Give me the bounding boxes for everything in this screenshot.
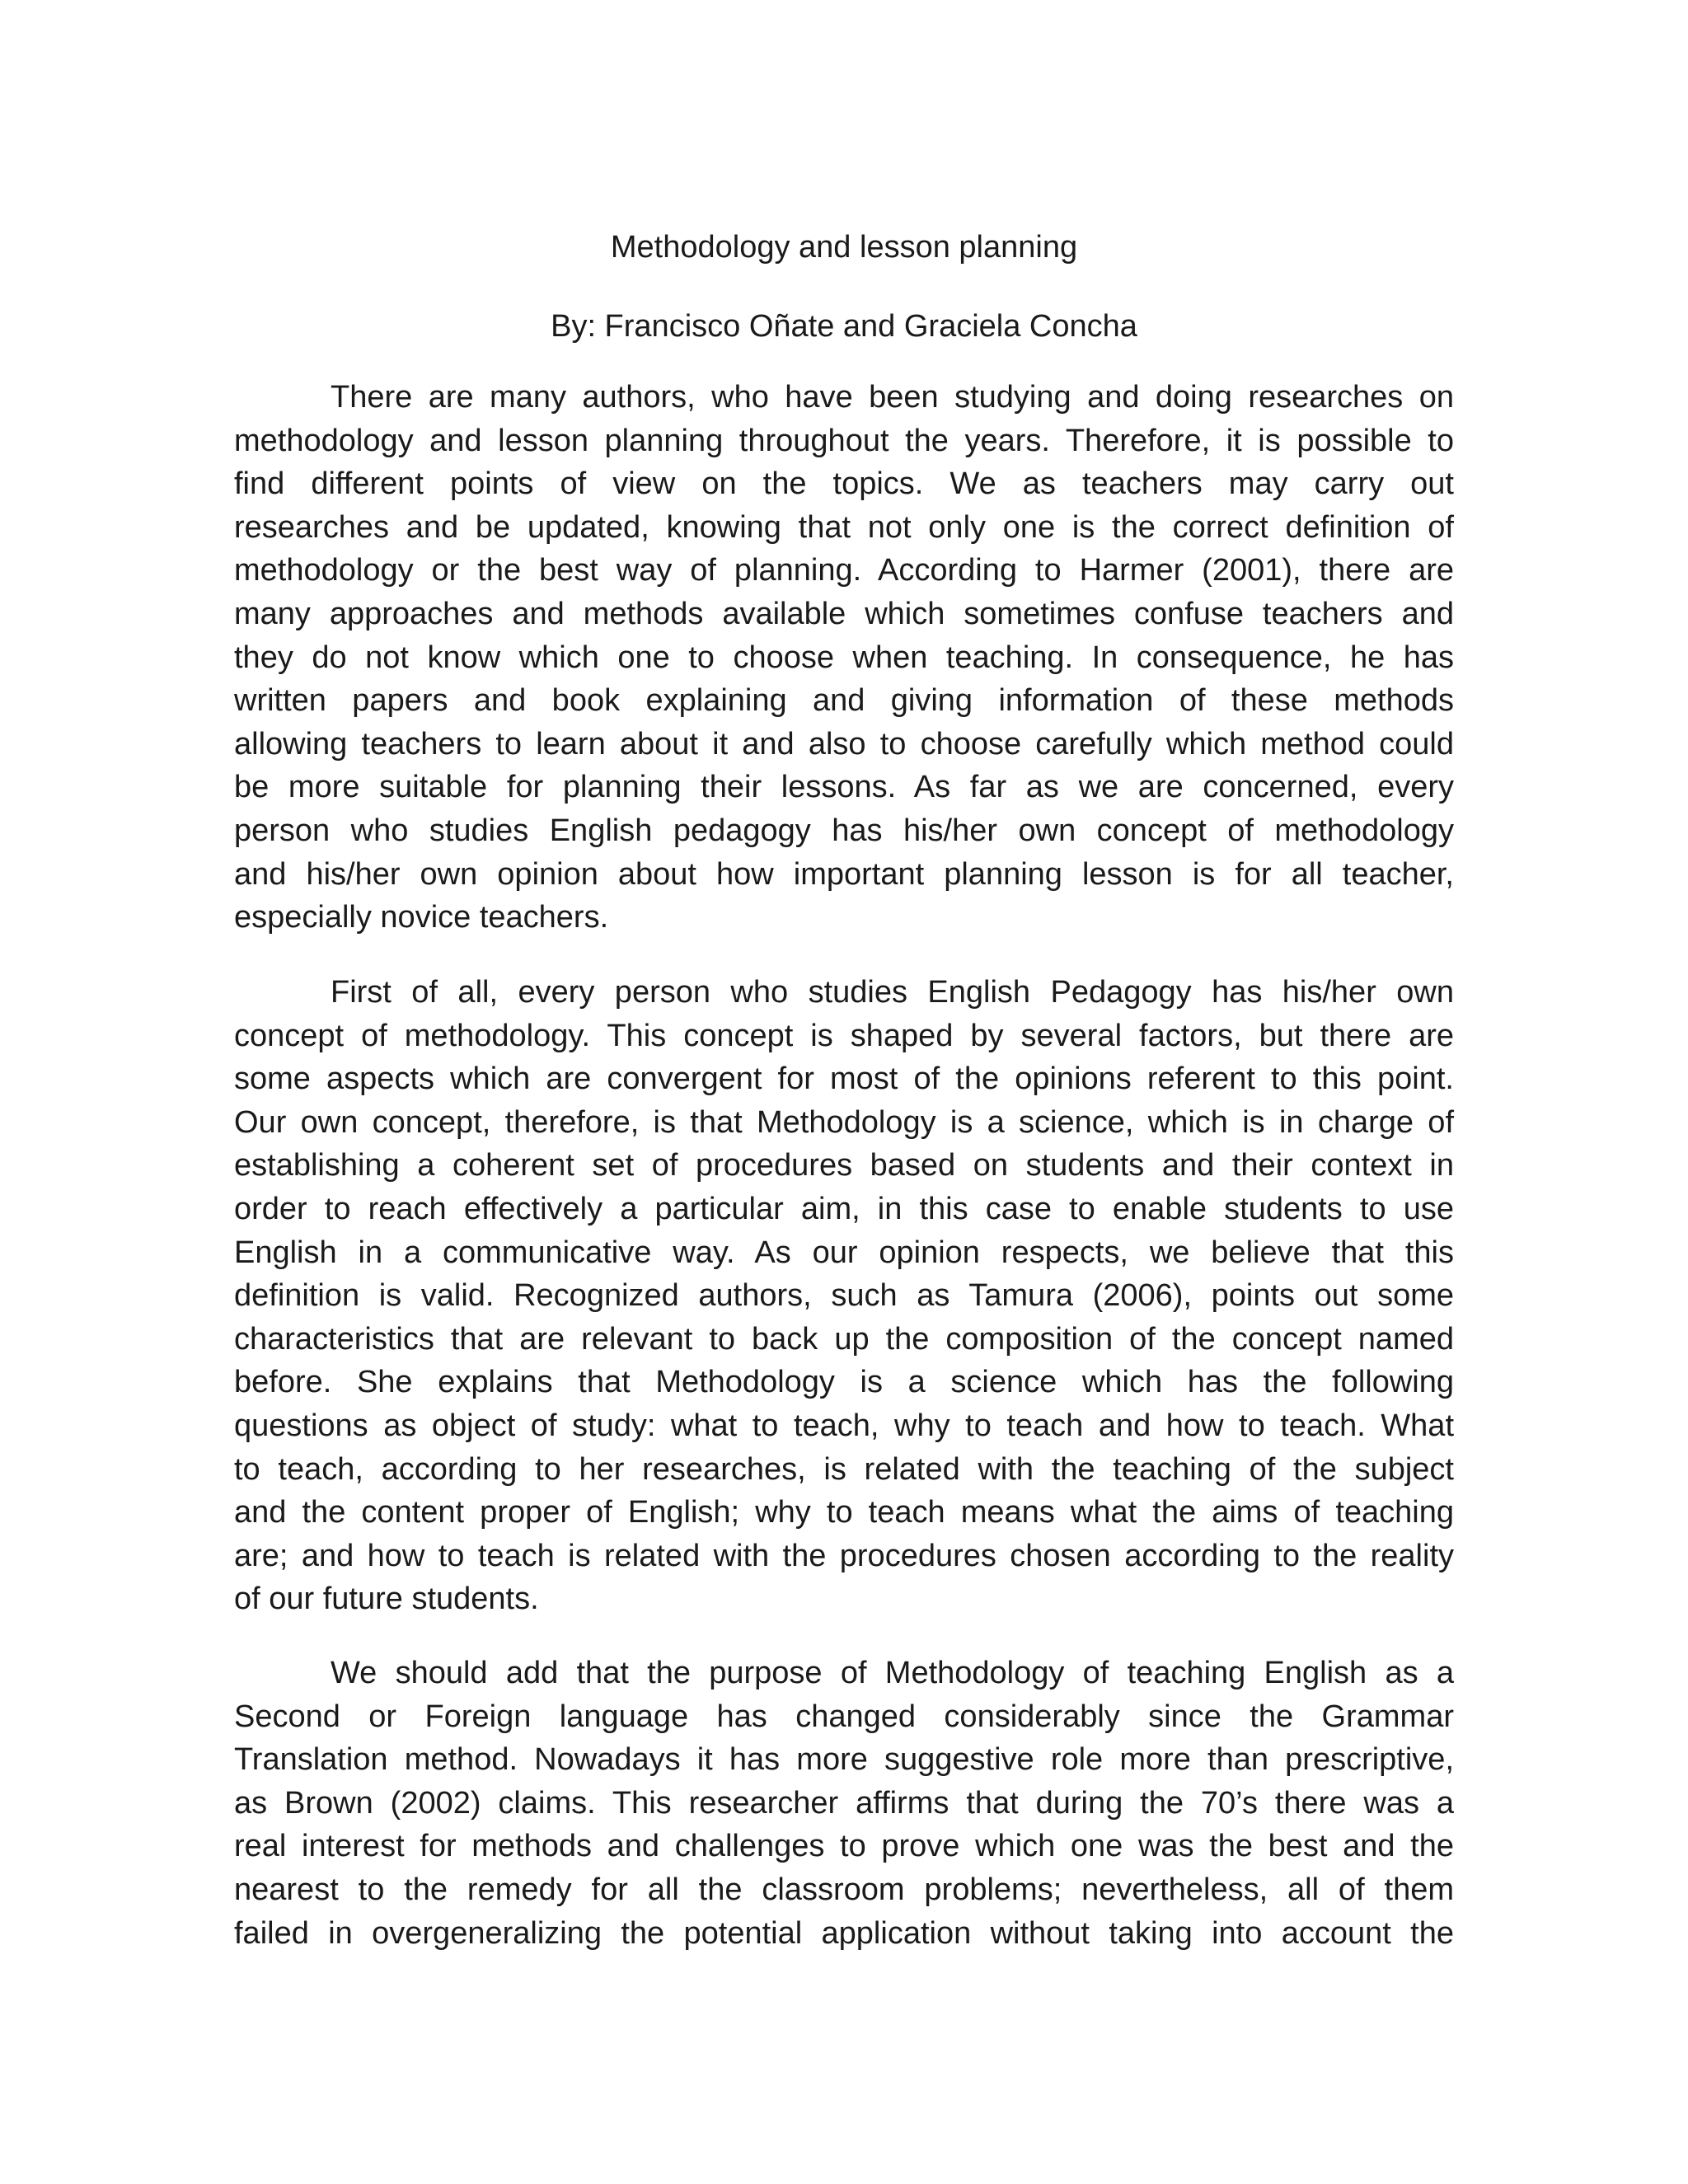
text-line: written papers and book explaining and giving information of these methods — [234, 683, 1454, 719]
paragraph-1 — [234, 376, 1454, 940]
text-line: are; and how to teach is related with the procedures chosen according to the reality — [234, 1538, 1454, 1573]
text-line: researches and be updated, knowing that not only one is the correct definition of — [234, 509, 1454, 545]
author-byline: By: Francisco Oñate and Graciela Concha — [551, 309, 1137, 344]
text-line: and the content proper of English; why to teach means what the aims of teaching — [234, 1495, 1454, 1530]
paragraph-2 — [234, 971, 1454, 1621]
text-line: person who studies English pedagogy has his/her own concept of methodology — [234, 813, 1454, 848]
text-line: find different points of view on the topics. We as teachers may carry out — [234, 466, 1454, 502]
text-line: questions as object of study: what to teach, why to teach and how to teach. What — [234, 1408, 1454, 1443]
text-line: real interest for methods and challenges to prove which one was the best and the — [234, 1829, 1454, 1864]
text-line: First of all, every person who studies English Pedagogy has his/her own — [331, 975, 1454, 1010]
text-line: methodology and lesson planning throughout the years. Therefore, it is possible to — [234, 423, 1454, 458]
text-line: failed in overgeneralizing the potential application without taking into account the — [234, 1915, 1454, 1951]
text-line: of our future students. — [234, 1582, 539, 1617]
text-line: There are many authors, who have been studying and doing researches on — [331, 380, 1454, 415]
text-line: methodology or the best way of planning. According to Harmer (2001), there are — [234, 553, 1454, 588]
text-line: establishing a coherent set of procedures based on students and their context in — [234, 1148, 1454, 1183]
text-line: characteristics that are relevant to back up the composition of the concept named — [234, 1321, 1454, 1357]
text-line: some aspects which are convergent for most of the opinions referent to this point. — [234, 1062, 1454, 1097]
text-line: to teach, according to her researches, is related with the teaching of the subject — [234, 1451, 1454, 1487]
text-line: Translation method. Nowadays it has more suggestive role more than prescriptive, — [234, 1742, 1454, 1778]
text-line: be more suitable for planning their lessons. As far as we are concerned, every — [234, 770, 1454, 805]
text-line: Second or Foreign language has changed considerably since the Grammar — [234, 1699, 1454, 1734]
text-line: order to reach effectively a particular aim, in this case to enable students to use — [234, 1191, 1454, 1226]
text-line: before. She explains that Methodology is a science which has the following — [234, 1365, 1454, 1400]
text-line: many approaches and methods available which sometimes confuse teachers and — [234, 596, 1454, 631]
text-line: English in a communicative way. As our opinion respects, we believe that this — [234, 1235, 1454, 1270]
text-line: nearest to the remedy for all the classroom problems; nevertheless, all of them — [234, 1872, 1454, 1907]
paragraph-3 — [234, 1652, 1454, 1955]
text-line: especially novice teachers. — [234, 900, 609, 935]
text-line: and his/her own opinion about how important planning lesson is for all teacher, — [234, 856, 1454, 892]
text-line: they do not know which one to choose when teaching. In consequence, he has — [234, 640, 1454, 675]
text-line: Our own concept, therefore, is that Methodology is a science, which is in charge of — [234, 1104, 1454, 1140]
text-line: as Brown (2002) claims. This researcher affirms that during the 70’s there was a — [234, 1785, 1454, 1821]
text-line: concept of methodology. This concept is shaped by several factors, but there are — [234, 1018, 1454, 1053]
document-title: Methodology and lesson planning — [610, 230, 1078, 265]
text-line: definition is valid. Recognized authors, such as Tamura (2006), points out some — [234, 1278, 1454, 1314]
text-line: We should add that the purpose of Methodology of teaching English as a — [331, 1656, 1454, 1690]
text-line: allowing teachers to learn about it and also to choose carefully which method could — [234, 726, 1454, 762]
